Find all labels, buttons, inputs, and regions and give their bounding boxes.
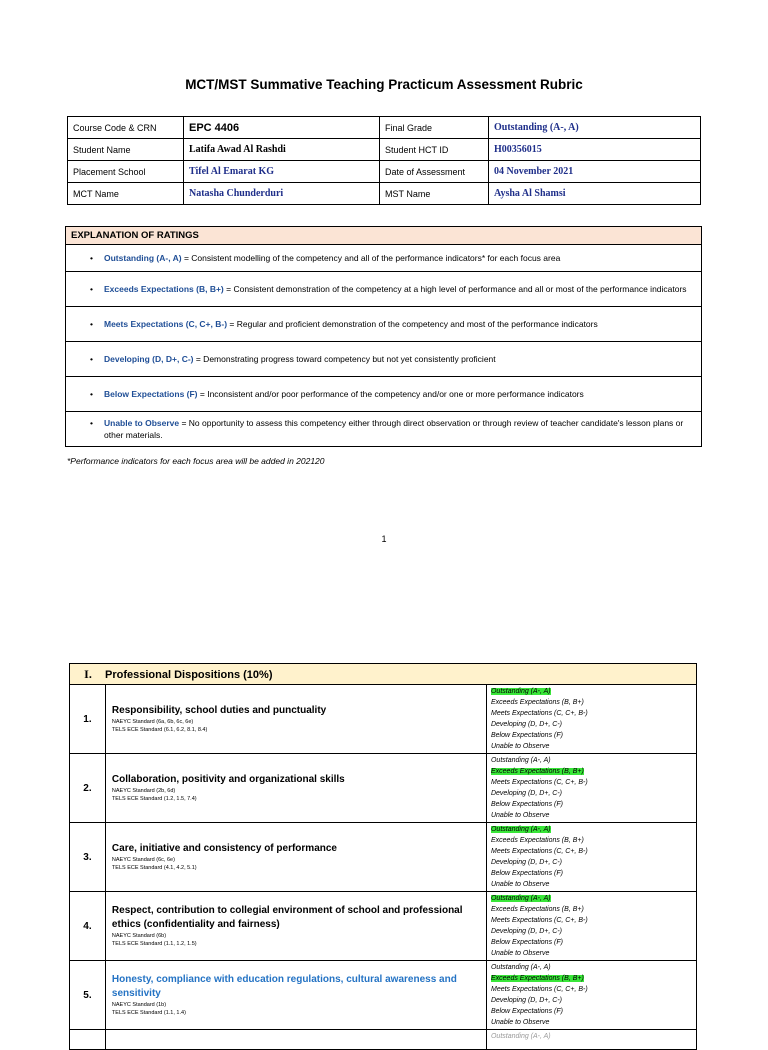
rating-option[interactable]: Exceeds Expectations (B, B+) [490,699,584,706]
rating-row [66,342,702,377]
mct-label: MCT Name [68,183,184,205]
criterion-description [105,1030,486,1050]
school-label: Placement School [68,161,184,183]
section-title: Professional Dispositions (10%) [105,668,273,681]
date-label: Date of Assessment [380,161,489,183]
ratings-heading: EXPLANATION OF RATINGS [66,227,702,245]
student-info-table [67,116,701,205]
rating-label: Unable to Observe [104,418,180,428]
rating-options [486,754,696,823]
tels-standard: TELS ECE Standard (1.2, 1.5, 7.4) [111,796,197,802]
rating-label: Outstanding (A-, A) [104,253,182,263]
rating-text: = Demonstrating progress toward competency but not yet consistently proficient [193,354,496,364]
tels-standard: TELS ECE Standard (4.1, 4.2, 5.1) [111,865,197,871]
rating-option[interactable]: Developing (D, D+, C-) [490,721,562,728]
final-grade-label: Final Grade [380,117,489,139]
rating-row [66,412,702,447]
mst-label: MST Name [380,183,489,205]
rating-option[interactable]: Unable to Observe [490,743,550,750]
rating-option[interactable]: Developing (D, D+, C-) [490,859,562,866]
rating-text: = No opportunity to assess this competency either through direct observation or through review of teacher candidate's lesson plans or other materials. [104,418,684,440]
rating-row [66,272,702,307]
rating-label: Exceeds Expectations (B, B+) [104,284,224,294]
tels-standard: TELS ECE Standard (6.1, 6.2, 8.1, 8.4) [111,727,208,733]
rating-option[interactable]: Developing (D, D+, C-) [490,928,562,935]
rating-option[interactable]: Exceeds Expectations (B, B+) [490,906,584,913]
rating-text: = Consistent modelling of the competency and all of the performance indicators* for each focus area [181,253,561,263]
rating-option[interactable]: Developing (D, D+, C-) [490,997,562,1004]
ratings-table [65,226,702,447]
bullet-icon: • [90,354,93,364]
bullet-icon: • [90,284,93,294]
criterion-row-partial [70,1030,697,1050]
section-header [70,664,697,685]
rating-option[interactable]: Meets Expectations (C, C+, B-) [490,986,588,993]
criterion-description [105,685,486,754]
rating-row [66,377,702,412]
rating-option[interactable]: Unable to Observe [490,881,550,888]
naeyc-standard: NAEYC Standard (2b, 6d) [111,788,176,794]
rating-option[interactable]: Meets Expectations (C, C+, B-) [490,710,588,717]
rating-text: = Consistent demonstration of the competency at a high level of performance and all or most of the performance indicators [223,284,687,294]
rating-option[interactable]: Unable to Observe [490,950,550,957]
page-number: 1 [381,534,387,544]
rating-option[interactable]: Exceeds Expectations (B, B+) [490,837,584,844]
selected-rating-option[interactable]: Outstanding (A-, A) [490,688,551,695]
criterion-description [105,823,486,892]
mst-value: Aysha Al Shamsi [489,183,701,205]
rating-options [486,892,696,961]
rating-option[interactable]: Outstanding (A-, A) [490,757,551,764]
selected-rating-option[interactable]: Outstanding (A-, A) [490,895,551,902]
criterion-description [105,754,486,823]
naeyc-standard: NAEYC Standard (1b) [111,1002,167,1008]
criterion-title: Collaboration, positivity and organizational skills [111,774,345,785]
rating-option[interactable]: Meets Expectations (C, C+, B-) [490,779,588,786]
criterion-row [70,823,697,892]
criterion-number [70,1030,106,1050]
rating-options [486,961,696,1030]
criterion-row [70,754,697,823]
criterion-title: Responsibility, school duties and punctuality [111,705,327,716]
rating-option[interactable]: Below Expectations (F) [490,801,563,808]
rating-option[interactable]: Meets Expectations (C, C+, B-) [490,917,588,924]
course-code-label: Course Code & CRN [68,117,184,139]
mct-value: Natasha Chunderduri [184,183,380,205]
course-code-value: EPC 4406 [184,117,380,139]
rating-option[interactable]: Unable to Observe [490,1019,550,1026]
footnote: *Performance indicators for each focus area will be added in 202120 [67,456,325,466]
student-id-value: H00356015 [489,139,701,161]
rating-option[interactable]: Outstanding (A-, A) [490,1033,551,1040]
rating-options [486,1030,696,1050]
bullet-icon: • [90,418,93,428]
student-name-label: Student Name [68,139,184,161]
rating-option[interactable]: Below Expectations (F) [490,939,563,946]
criterion-title: Care, initiative and consistency of performance [111,843,337,854]
date-value: 04 November 2021 [489,161,701,183]
student-name-value: Latifa Awad Al Rashdi [184,139,380,161]
criterion-description [105,892,486,961]
rating-label: Developing (D, D+, C-) [104,354,194,364]
page-title: MCT/MST Summative Teaching Practicum Assessment Rubric [185,77,583,92]
rating-options [486,823,696,892]
school-value: Tifel Al Emarat KG [184,161,380,183]
rating-option[interactable]: Meets Expectations (C, C+, B-) [490,848,588,855]
student-id-label: Student HCT ID [380,139,489,161]
selected-rating-option[interactable]: Exceeds Expectations (B, B+) [490,768,584,775]
rating-option[interactable]: Below Expectations (F) [490,1008,563,1015]
criterion-number: 5. [70,961,106,1030]
rating-option[interactable]: Below Expectations (F) [490,732,563,739]
criterion-row [70,685,697,754]
professional-dispositions-table [69,663,697,1050]
criterion-title: Respect, contribution to collegial environment of school and professional ethics (confidentiality and fairness) [111,905,463,930]
naeyc-standard: NAEYC Standard (6b) [111,933,167,939]
rating-label: Below Expectations (F) [104,389,198,399]
tels-standard: TELS ECE Standard (1.1, 1.4) [111,1010,186,1016]
criterion-number: 1. [70,685,106,754]
rating-option[interactable]: Unable to Observe [490,812,550,819]
tels-standard: TELS ECE Standard (1.1, 1.2, 1.5) [111,941,197,947]
section-numeral: I. [84,666,92,681]
final-grade-value: Outstanding (A-, A) [489,117,701,139]
naeyc-standard: NAEYC Standard (6a, 6b, 6c, 6e) [111,719,194,725]
rating-text: = Inconsistent and/or poor performance of the competency and/or one or more performance indicators [197,389,584,399]
criterion-description [105,961,486,1030]
bullet-icon: • [90,253,93,263]
rating-option[interactable]: Developing (D, D+, C-) [490,790,562,797]
rating-row [66,245,702,272]
bullet-icon: • [90,319,93,329]
selected-rating-option[interactable]: Exceeds Expectations (B, B+) [490,975,584,982]
rating-text: = Regular and proficient demonstration of the competency and most of the performance indicators [227,319,598,329]
criterion-title: Honesty, compliance with education regulations, cultural awareness and sensitivity [111,974,457,999]
criterion-number: 3. [70,823,106,892]
selected-rating-option[interactable]: Outstanding (A-, A) [490,826,551,833]
rating-row [66,307,702,342]
criterion-row [70,961,697,1030]
rating-option[interactable]: Below Expectations (F) [490,870,563,877]
naeyc-standard: NAEYC Standard (6c, 6e) [111,857,175,863]
criterion-number: 2. [70,754,106,823]
rating-options [486,685,696,754]
rating-option[interactable]: Outstanding (A-, A) [490,964,551,971]
criterion-row [70,892,697,961]
rating-label: Meets Expectations (C, C+, B-) [104,319,228,329]
bullet-icon: • [90,389,93,399]
criterion-number: 4. [70,892,106,961]
